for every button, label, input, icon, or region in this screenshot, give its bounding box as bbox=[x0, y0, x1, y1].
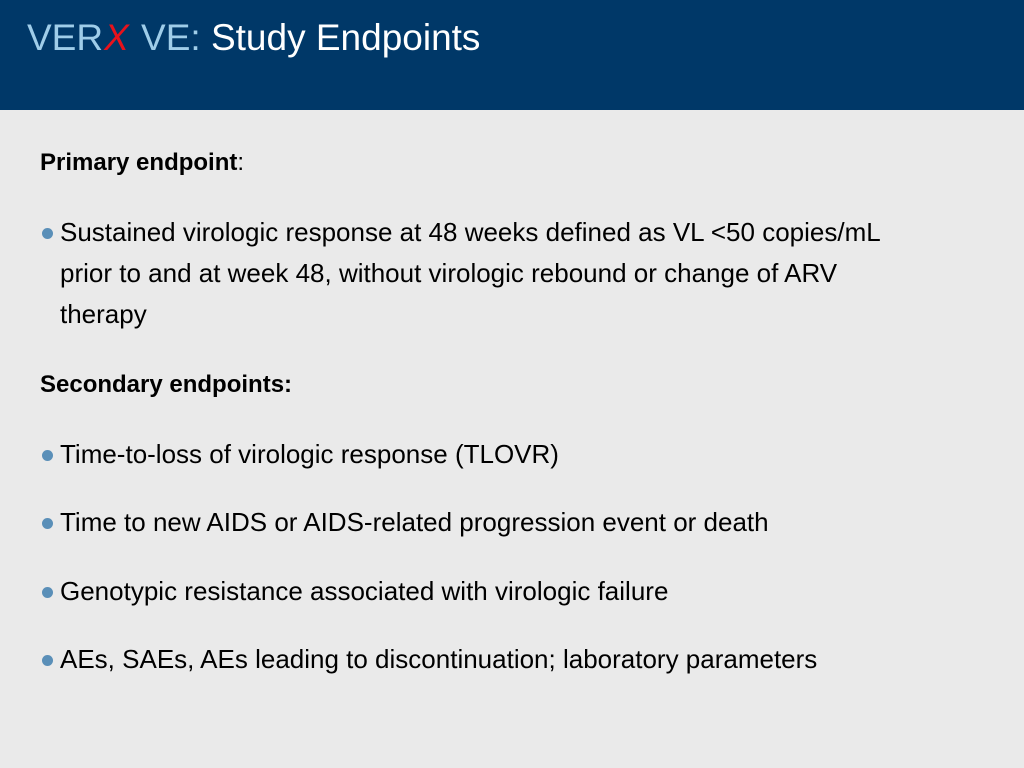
bullet-icon bbox=[42, 228, 53, 239]
bullet-icon bbox=[42, 655, 53, 666]
primary-heading-colon: : bbox=[237, 149, 245, 176]
bullet-text: Genotypic resistance associated with virologic failure bbox=[60, 576, 669, 606]
secondary-endpoint-item bbox=[40, 571, 940, 612]
primary-heading-label: Primary endpoint bbox=[40, 149, 238, 176]
brand-suffix: VE: bbox=[130, 17, 201, 58]
bullet-icon bbox=[42, 450, 53, 461]
slide-title bbox=[27, 16, 480, 60]
secondary-endpoint-item bbox=[40, 502, 940, 543]
primary-endpoint-heading bbox=[40, 148, 244, 178]
bullet-text: Time to new AIDS or AIDS-related progression event or death bbox=[60, 507, 769, 537]
bullet-icon bbox=[42, 587, 53, 598]
bullet-text: AEs, SAEs, AEs leading to discontinuation; laboratory parameters bbox=[60, 644, 818, 674]
brand-prefix: VER bbox=[27, 17, 104, 58]
bullet-text: Sustained virologic response at 48 weeks defined as VL <50 copies/mL prior to and at week 48, without virologic rebound or change of ARV therapy bbox=[60, 217, 880, 329]
title-bar bbox=[0, 0, 1024, 110]
secondary-endpoint-item bbox=[40, 639, 940, 680]
bullet-icon bbox=[42, 518, 53, 529]
secondary-endpoint-item bbox=[40, 434, 940, 475]
bullet-text: Time-to-loss of virologic response (TLOVR) bbox=[60, 439, 559, 469]
title-text: Study Endpoints bbox=[210, 17, 481, 58]
brand-x: X bbox=[104, 17, 129, 58]
primary-endpoint-item bbox=[40, 212, 940, 335]
secondary-endpoints-heading: Secondary endpoints: bbox=[40, 371, 293, 398]
